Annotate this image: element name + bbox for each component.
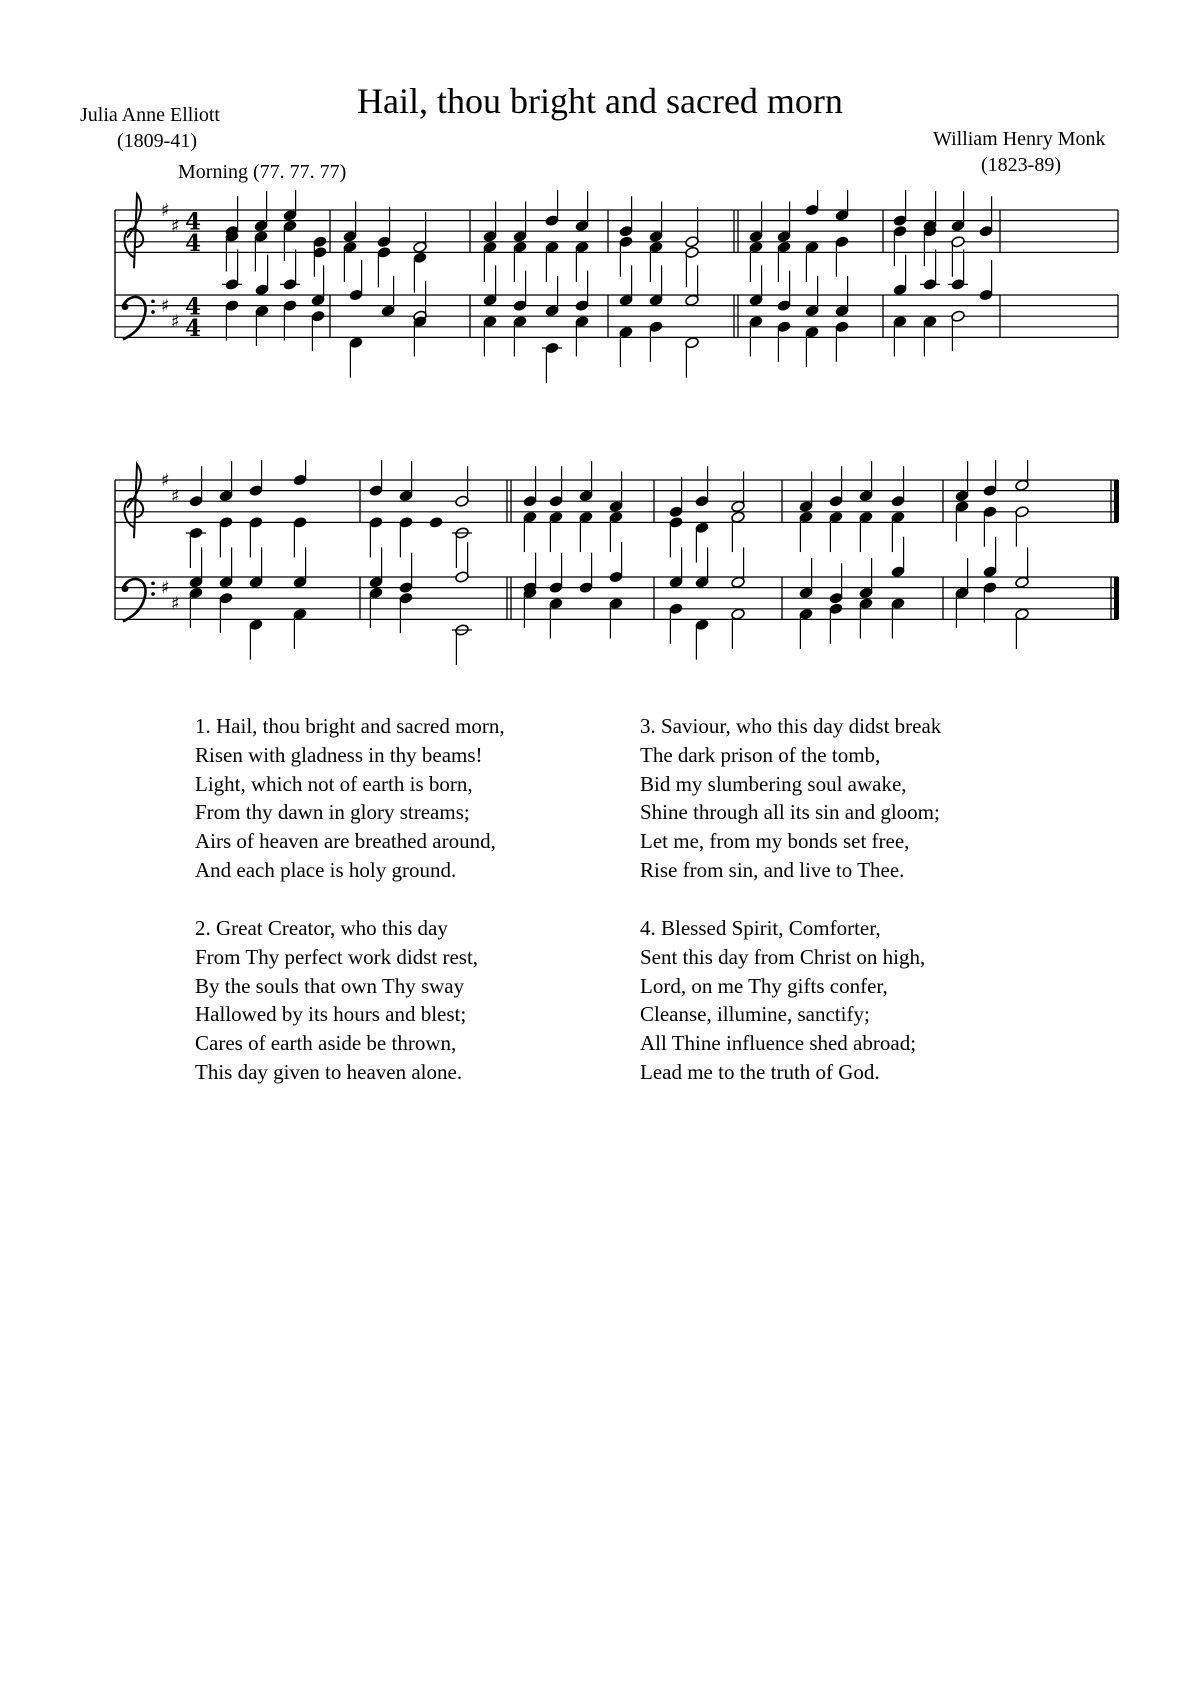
verse-4 bbox=[640, 914, 925, 1087]
verse-line: Shine through all its sin and gloom; bbox=[640, 800, 940, 825]
music-system-1 bbox=[0, 190, 1200, 420]
bass-clef-dot bbox=[151, 582, 155, 586]
verse-line: Bid my slumbering soul awake, bbox=[640, 771, 907, 796]
key-signature-sharp: ♯ bbox=[161, 577, 170, 599]
verse-line: From thy dawn in glory streams; bbox=[195, 800, 470, 825]
verse-line: Lead me to the truth of God. bbox=[640, 1059, 880, 1084]
verse-line: And each place is holy ground. bbox=[195, 857, 457, 882]
verse-3 bbox=[640, 712, 941, 885]
bass-clef-dot bbox=[151, 592, 155, 596]
verse-line: By the souls that own Thy sway bbox=[195, 973, 465, 998]
verse-line: Light, which not of earth is born, bbox=[195, 771, 473, 796]
verse-line: This day given to heaven alone. bbox=[195, 1059, 463, 1084]
verse-line: Cleanse, illumine, sanctify; bbox=[640, 1002, 870, 1027]
verse-line: From Thy perfect work didst rest, bbox=[195, 944, 479, 969]
notehead bbox=[429, 516, 444, 529]
bass-clef-dot bbox=[151, 300, 155, 304]
key-signature-sharp: ♯ bbox=[171, 485, 180, 507]
final-barline bbox=[1114, 577, 1119, 619]
author-name: Julia Anne Elliott bbox=[80, 104, 220, 126]
verse-line: 4. Blessed Spirit, Comforter, bbox=[640, 916, 881, 940]
key-signature-sharp: ♯ bbox=[161, 470, 170, 491]
verse-line: Airs of heaven are breathed around, bbox=[195, 829, 496, 854]
verse-line: The dark prison of the tomb, bbox=[640, 742, 881, 767]
verse-line: 2. Great Creator, who this day bbox=[195, 916, 448, 940]
verse-line: All Thine influence shed abroad; bbox=[640, 1031, 917, 1056]
key-signature-sharp: ♯ bbox=[171, 215, 180, 237]
verse-line: Let me, from my bonds set free, bbox=[640, 829, 910, 854]
key-signature-sharp: ♯ bbox=[161, 295, 170, 317]
verse-line: 3. Saviour, who this day didst break bbox=[640, 714, 942, 738]
verse-line: Sent this day from Christ on high, bbox=[640, 944, 926, 969]
time-signature-numerator: 4 bbox=[185, 208, 202, 236]
bass-clef-icon bbox=[122, 303, 129, 310]
key-signature-sharp: ♯ bbox=[171, 311, 180, 333]
time-signature-numerator: 4 bbox=[185, 293, 202, 321]
verse-line: Lord, on me Thy gifts confer, bbox=[640, 973, 888, 998]
key-signature-sharp: ♯ bbox=[171, 593, 180, 615]
final-barline bbox=[1114, 480, 1119, 522]
verse-2 bbox=[195, 914, 478, 1087]
music-system-2 bbox=[0, 460, 1200, 700]
tune-name: Morning (77. 77. 77) bbox=[178, 161, 347, 183]
time-signature-denominator: 4 bbox=[185, 314, 202, 342]
bass-clef-icon bbox=[122, 585, 129, 592]
verse-line: Rise from sin, and live to Thee. bbox=[640, 857, 905, 882]
time-signature-denominator: 4 bbox=[185, 229, 202, 257]
verse-line: Hallowed by its hours and blest; bbox=[195, 1002, 467, 1027]
bass-clef-icon bbox=[123, 297, 146, 340]
verse-1 bbox=[195, 712, 505, 885]
verse-line: Cares of earth aside be thrown, bbox=[195, 1031, 457, 1056]
bass-clef-dot bbox=[151, 310, 155, 314]
composer-dates: (1823-89) bbox=[981, 154, 1061, 176]
verse-line: 1. Hail, thou bright and sacred morn, bbox=[195, 714, 505, 738]
hymn-title: Hail, thou bright and sacred morn bbox=[357, 81, 843, 121]
composer-name: William Henry Monk bbox=[933, 128, 1106, 150]
verse-line: Risen with gladness in thy beams! bbox=[195, 742, 483, 767]
author-dates: (1809-41) bbox=[117, 130, 197, 152]
key-signature-sharp: ♯ bbox=[161, 200, 170, 221]
bass-clef-icon bbox=[123, 579, 146, 622]
